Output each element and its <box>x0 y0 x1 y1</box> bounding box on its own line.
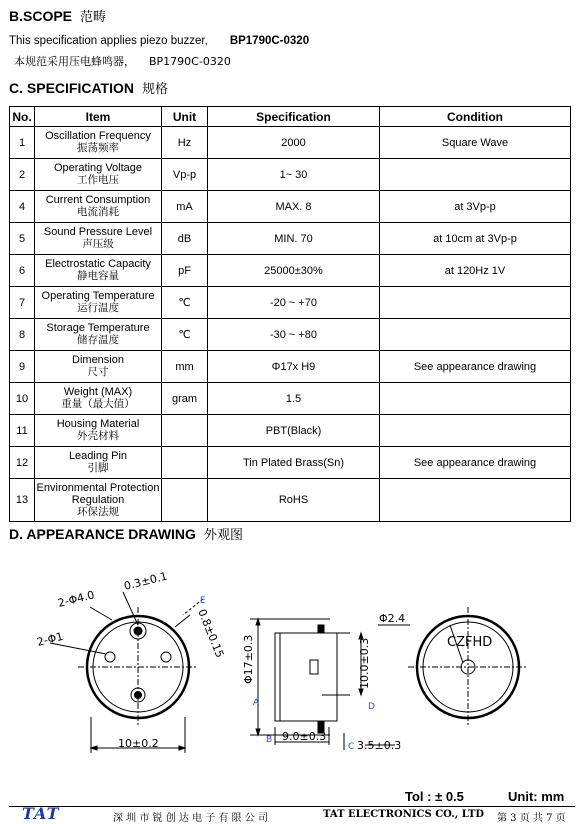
label-c: C <box>348 742 355 752</box>
page-number: 第 3 页 共 7 页 <box>497 813 566 824</box>
item-en: Storage Temperature <box>46 322 150 334</box>
row-unit: Vp-p <box>162 159 208 191</box>
appearance-drawing <box>0 545 584 775</box>
row-condition <box>380 383 571 415</box>
row-unit: gram <box>162 383 208 415</box>
item-en: Leading Pin <box>68 450 128 462</box>
row-item <box>35 159 162 191</box>
table-row <box>10 287 571 319</box>
row-no: 10 <box>10 383 35 415</box>
scope-text-cn: 本规范采用压电蜂鸣器， <box>14 55 135 68</box>
row-no: 2 <box>10 159 35 191</box>
row-item <box>35 415 162 447</box>
company-logo: TAT <box>22 804 60 823</box>
row-condition: at 120Hz 1V <box>380 255 571 287</box>
item-en: Operating Temperature <box>41 290 155 302</box>
row-spec: 25000±30% <box>208 255 380 287</box>
label-b: B <box>266 735 273 745</box>
label-a: A <box>253 698 260 708</box>
table-row <box>10 159 571 191</box>
scope-line-cn <box>14 53 231 69</box>
bottom-view <box>50 592 203 753</box>
row-spec: 1.5 <box>208 383 380 415</box>
label-height: 9.0±0.3 <box>282 730 327 743</box>
item-cn: 尺寸 <box>87 366 109 378</box>
label-pin-pitch: 10.0±0.3 <box>358 637 371 689</box>
label-gap: 0.3±0.1 <box>122 569 169 593</box>
label-hole-1: 2-Φ1 <box>35 629 65 649</box>
label-pin: 3.5±0.3 <box>357 739 402 752</box>
item-cn: 声压级 <box>82 238 114 250</box>
label-e: E <box>200 596 206 606</box>
row-no: 6 <box>10 255 35 287</box>
item-en: Housing Material <box>56 418 140 430</box>
part-number-cn: BP1790C-0320 <box>149 55 231 68</box>
row-unit: dB <box>162 223 208 255</box>
item-cn: 静电容量 <box>77 270 119 282</box>
drawing-heading <box>9 524 243 543</box>
label-hole-4: 2-Φ4.0 <box>56 588 96 610</box>
label-brand: CZFHD <box>447 635 493 650</box>
item-en: Electrostatic Capacity <box>45 258 151 270</box>
item-cn: 工作电压 <box>77 174 119 186</box>
table-row <box>10 383 571 415</box>
company-name-en: TAT ELECTRONICS CO., LTD <box>323 809 485 820</box>
item-en: Weight (MAX) <box>63 386 133 398</box>
item-cn: 振荡频率 <box>77 142 119 154</box>
row-spec: RoHS <box>208 479 380 522</box>
item-en: Oscillation Frequency <box>45 130 151 142</box>
item-cn: 电流消耗 <box>77 206 119 218</box>
table-row <box>10 255 571 287</box>
row-condition: See appearance drawing <box>380 351 571 383</box>
row-no: 11 <box>10 415 35 447</box>
row-unit: Hz <box>162 127 208 159</box>
col-unit: Unit <box>162 107 208 127</box>
table-row <box>10 319 571 351</box>
row-condition: at 3Vp-p <box>380 191 571 223</box>
table-row <box>10 447 571 479</box>
spec-heading-text: C. SPECIFICATION <box>9 80 134 96</box>
scope-heading-cn: 范畴 <box>80 10 107 25</box>
row-unit <box>162 479 208 522</box>
table-row <box>10 415 571 447</box>
row-unit: ℃ <box>162 319 208 351</box>
row-spec: Tin Plated Brass(Sn) <box>208 447 380 479</box>
item-en: Current Consumption <box>45 194 151 206</box>
col-item: Item <box>35 107 162 127</box>
drawing-heading-cn: 外观图 <box>203 528 243 543</box>
row-item <box>35 383 162 415</box>
row-item <box>35 351 162 383</box>
spec-table-header <box>10 107 571 127</box>
row-spec: -20 ~ +70 <box>208 287 380 319</box>
spec-table <box>9 106 571 522</box>
row-condition <box>380 415 571 447</box>
item-cn: 储存温度 <box>77 334 119 346</box>
item-cn: 重量（最大值） <box>61 398 135 410</box>
scope-text-en: This specification applies piezo buzzer, <box>9 35 208 47</box>
row-unit: ℃ <box>162 287 208 319</box>
row-item <box>35 223 162 255</box>
col-spec: Specification <box>208 107 380 127</box>
item-en: Sound Pressure Level <box>43 226 153 238</box>
row-item <box>35 479 162 522</box>
item-cn: 外壳材料 <box>77 430 119 442</box>
spec-heading-cn: 规格 <box>141 82 168 97</box>
row-item <box>35 287 162 319</box>
top-view <box>378 607 528 727</box>
row-item <box>35 127 162 159</box>
item-cn: 运行温度 <box>77 302 119 314</box>
col-condition: Condition <box>380 107 571 127</box>
company-name-cn: 深 圳 市 锐 创 达 电 子 有 限 公 司 <box>113 813 268 824</box>
row-no: 1 <box>10 127 35 159</box>
row-no: 7 <box>10 287 35 319</box>
scope-heading <box>9 6 106 25</box>
row-item <box>35 191 162 223</box>
row-no: 5 <box>10 223 35 255</box>
table-row <box>10 351 571 383</box>
row-spec: 2000 <box>208 127 380 159</box>
scope-line-en <box>9 35 309 47</box>
row-condition <box>380 287 571 319</box>
unit-note: Unit: mm <box>508 789 565 804</box>
row-no: 13 <box>10 479 35 522</box>
spec-heading <box>9 78 168 97</box>
table-row <box>10 223 571 255</box>
item-cn: 环保法规 <box>77 505 119 518</box>
row-condition: See appearance drawing <box>380 447 571 479</box>
row-unit <box>162 447 208 479</box>
item-en: Operating Voltage <box>53 162 143 174</box>
item-cn: 引脚 <box>87 462 109 474</box>
label-dia-hole: Φ2.4 <box>379 612 406 625</box>
part-number: BP1790C-0320 <box>229 35 310 47</box>
tolerance: Tol : ± 0.5 <box>405 789 464 804</box>
row-unit <box>162 415 208 447</box>
row-condition <box>380 319 571 351</box>
row-condition: at 10cm at 3Vp-p <box>380 223 571 255</box>
col-no: No. <box>10 107 35 127</box>
label-dia: Φ17±0.3 <box>242 634 255 684</box>
row-spec: MIN. 70 <box>208 223 380 255</box>
row-spec: Φ17x H9 <box>208 351 380 383</box>
row-no: 12 <box>10 447 35 479</box>
footer-rule <box>9 806 575 807</box>
row-unit: mA <box>162 191 208 223</box>
row-condition: Square Wave <box>380 127 571 159</box>
item-en: Dimension <box>72 354 124 366</box>
row-spec: -30 ~ +80 <box>208 319 380 351</box>
row-no: 4 <box>10 191 35 223</box>
row-unit: pF <box>162 255 208 287</box>
table-row <box>10 479 571 522</box>
table-row <box>10 127 571 159</box>
row-item <box>35 447 162 479</box>
row-spec: MAX. 8 <box>208 191 380 223</box>
table-row <box>10 191 571 223</box>
row-spec: 1~ 30 <box>208 159 380 191</box>
row-no: 8 <box>10 319 35 351</box>
item-en: Environmental Protection Regulation <box>36 481 160 506</box>
row-no: 9 <box>10 351 35 383</box>
label-e-dim: 0.8±0.15 <box>195 607 227 660</box>
row-spec: PBT(Black) <box>208 415 380 447</box>
row-unit: mm <box>162 351 208 383</box>
drawing-heading-text: D. APPEARANCE DRAWING <box>9 526 196 542</box>
row-item <box>35 255 162 287</box>
label-pitch: 10±0.2 <box>118 737 159 750</box>
row-condition <box>380 479 571 522</box>
row-item <box>35 319 162 351</box>
scope-heading-text: B.SCOPE <box>9 8 73 24</box>
label-d: D <box>368 702 375 712</box>
row-condition <box>380 159 571 191</box>
